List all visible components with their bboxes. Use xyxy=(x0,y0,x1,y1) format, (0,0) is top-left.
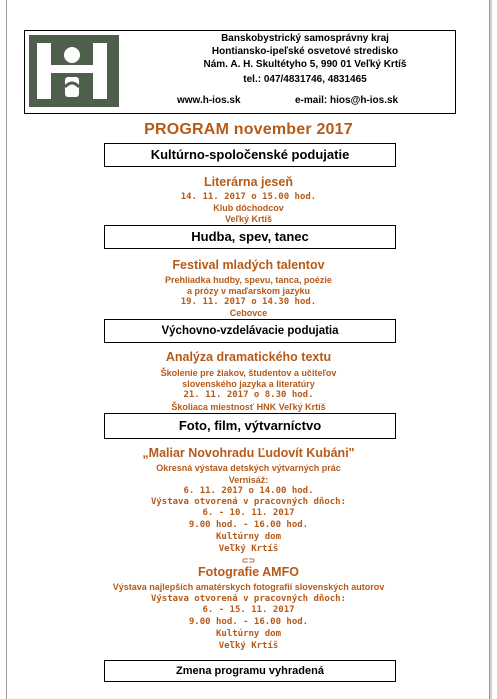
header-line-4: tel.: 047/4831746, 4831465 xyxy=(243,74,367,85)
event-date-range: 6. - 15. 11. 2017 xyxy=(202,605,295,615)
event-title-fotografie: Fotografie AMFO xyxy=(198,565,299,579)
section-heading-cultural: Kultúrno-spoločenské podujatie xyxy=(104,143,396,167)
event-date: 14. 11. 2017 o 15.00 hod. xyxy=(180,192,317,202)
program-title: PROGRAM november 2017 xyxy=(144,121,353,138)
event-title-analyza: Analýza dramatického textu xyxy=(165,350,332,364)
event-date: 6. 11. 2017 o 14.00 hod. xyxy=(183,486,314,496)
header-line-2: Hontiansko-ipeľské osvetové stredisko xyxy=(211,46,399,57)
event-date: 21. 11. 2017 o 8.30 hod. xyxy=(183,390,314,400)
event-desc: Okresná výstava detských výtvarných prác xyxy=(156,463,341,473)
event-place: Školiaca miestnosť HNK Veľký Krtíš xyxy=(171,402,326,412)
event-desc: Školenie pre žiakov, študentov a učiteľov xyxy=(160,368,337,378)
event-label: Výstava otvorená v pracovných dňoch: xyxy=(150,497,347,507)
hios-logo-graphic xyxy=(29,35,119,107)
event-desc: Prehliadka hudby, spevu, tanca, poézie xyxy=(165,275,332,285)
event-date: 19. 11. 2017 o 14.30 hod. xyxy=(180,297,317,307)
event-date-range: 6. - 10. 11. 2017 xyxy=(202,508,295,518)
section-heading-photo: Foto, film, výtvarníctvo xyxy=(104,413,396,439)
event-desc: slovenského jazyka a literatúry xyxy=(182,379,315,389)
event-venue: Kultúrny dom xyxy=(215,532,282,542)
section-heading-music: Hudba, spev, tanec xyxy=(104,225,396,249)
event-title-maliar: „Maliar Novohradu Ľudovít Kubáni" xyxy=(142,446,355,460)
email-link[interactable]: e-mail: hios@h-ios.sk xyxy=(295,95,399,106)
event-desc: Výstava najlepších amatérskych fotografií slovenských autorov xyxy=(112,582,385,592)
event-place: Cebovce xyxy=(229,308,268,318)
event-label: Výstava otvorená v pracovných dňoch: xyxy=(150,594,347,604)
header-line-1: Banskobystrický samosprávny kraj xyxy=(221,33,389,44)
event-venue: Kultúrny dom xyxy=(215,629,282,639)
event-label: Vernisáž: xyxy=(228,475,269,485)
website-link[interactable]: www.h-ios.sk xyxy=(177,95,241,106)
event-place: Veľký Krtíš xyxy=(225,214,272,224)
event-place: Veľký Krtíš xyxy=(218,641,279,651)
section-heading-education: Výchovno-vzdelávacie podujatia xyxy=(104,319,396,343)
hios-logo xyxy=(29,35,119,107)
event-venue: Klub dôchodcov xyxy=(213,203,284,213)
separator-mark: ⊂⊃ xyxy=(241,556,256,565)
header-line-3: Nám. A. H. Skultétyho 5, 990 01 Veľký Krtíš xyxy=(203,59,407,70)
event-place: Veľký Krtíš xyxy=(218,544,279,554)
footer-note: Zmena programu vyhradená xyxy=(104,660,396,682)
header-box xyxy=(24,30,456,114)
event-hours: 9.00 hod. - 16.00 hod. xyxy=(188,520,309,530)
event-title-literarna: Literárna jeseň xyxy=(204,175,293,189)
event-title-festival: Festival mladých talentov xyxy=(172,258,325,272)
event-desc: a prózy v maďarskom jazyku xyxy=(186,286,311,296)
event-hours: 9.00 hod. - 16.00 hod. xyxy=(188,617,309,627)
